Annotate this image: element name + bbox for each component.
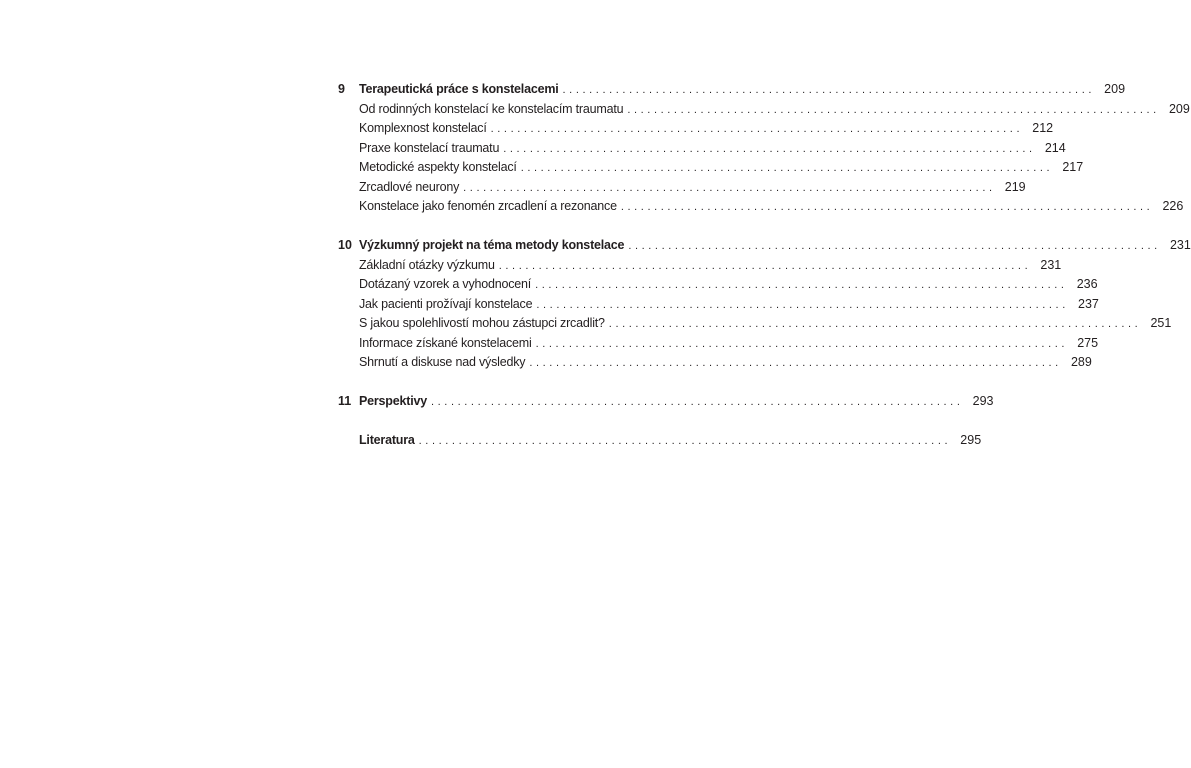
dot-leader: ................................................................................ xyxy=(535,279,1068,291)
page-number: 293 xyxy=(972,394,994,408)
table-of-contents xyxy=(336,80,1191,470)
dot-leader: ................................................................................ xyxy=(463,181,996,194)
toc-chapter-10 xyxy=(336,236,1191,373)
dot-leader: ................................................................................ xyxy=(503,142,1036,155)
chapter-number: 11 xyxy=(338,394,352,408)
toc-section-row xyxy=(336,353,1092,373)
dot-leader: ................................................................................ xyxy=(627,103,1160,116)
section-title: Konstelace jako fenomén zrcadlení a rezonance xyxy=(359,199,617,213)
toc-section-row xyxy=(336,100,1190,120)
dot-leader: ................................................................................ xyxy=(418,435,952,447)
dot-leader: ................................................................................ xyxy=(520,162,1054,174)
chapter-number: 9 xyxy=(338,82,345,96)
section-title: Od rodinných konstelací ke konstelacím traumatu xyxy=(359,101,624,116)
toc-chapter-heading xyxy=(336,236,1191,256)
section-title: Dotázaný vzorek a vyhodnocení xyxy=(359,277,532,291)
page-number: 251 xyxy=(1150,316,1172,330)
toc-section-row xyxy=(336,256,1062,276)
dot-leader: ................................................................................ xyxy=(529,357,1062,369)
dot-leader: ................................................................................ xyxy=(536,298,1069,311)
chapter-title: Výzkumný projekt na téma metody konstelace xyxy=(359,238,625,252)
section-title: Základní otázky výzkumu xyxy=(359,257,495,272)
chapter-title: Literatura xyxy=(359,433,415,447)
page-number: 236 xyxy=(1076,277,1098,291)
dot-leader: ................................................................................ xyxy=(628,240,1161,252)
page-number: 209 xyxy=(1168,101,1190,116)
section-title: Zrcadlové neurony xyxy=(359,179,460,194)
section-title: Metodické aspekty konstelací xyxy=(359,160,517,174)
toc-section-row xyxy=(336,295,1099,315)
section-title: Jak pacienti prožívají konstelace xyxy=(359,296,533,311)
toc-section-row xyxy=(336,139,1066,159)
page-number: 209 xyxy=(1104,82,1126,96)
dot-leader: ................................................................................ xyxy=(490,123,1024,135)
section-title: Informace získané konstelacemi xyxy=(359,335,532,350)
dot-leader: ................................................................................ xyxy=(498,259,1032,272)
dot-leader: ................................................................................ xyxy=(608,318,1142,330)
page-number: 231 xyxy=(1040,257,1062,272)
page-number: 275 xyxy=(1077,335,1099,350)
toc-chapter-heading xyxy=(336,431,982,451)
page-number: 226 xyxy=(1162,199,1184,213)
toc-section-row xyxy=(336,158,1084,178)
chapter-title: Terapeutická práce s konstelacemi xyxy=(359,82,559,96)
page-number: 219 xyxy=(1004,179,1026,194)
dot-leader: ................................................................................ xyxy=(535,337,1069,350)
page-number: 231 xyxy=(1169,238,1191,252)
page-number: 217 xyxy=(1062,160,1084,174)
section-title: Shrnutí a diskuse nad výsledky xyxy=(359,355,526,369)
toc-section-row xyxy=(336,119,1054,139)
page-number: 212 xyxy=(1032,121,1054,135)
toc-section-row xyxy=(336,334,1099,354)
page-number: 295 xyxy=(960,433,982,447)
toc-section-row xyxy=(336,178,1026,198)
dot-leader: ................................................................................ xyxy=(620,201,1154,213)
toc-chapter-heading xyxy=(336,80,1126,100)
dot-leader: ................................................................................ xyxy=(562,84,1096,96)
page-number: 289 xyxy=(1070,355,1092,369)
toc-chapter-11 xyxy=(336,392,994,412)
dot-leader: ................................................................................ xyxy=(430,396,964,408)
chapter-number: 10 xyxy=(338,238,352,252)
section-title: Praxe konstelací traumatu xyxy=(359,140,500,155)
chapter-title: Perspektivy xyxy=(359,394,427,408)
section-title: S jakou spolehlivostí mohou zástupci zrcadlit? xyxy=(359,316,605,330)
section-title: Komplexnost konstelací xyxy=(359,121,487,135)
toc-chapter-9 xyxy=(336,80,1190,217)
toc-section-row xyxy=(336,275,1098,295)
toc-section-row xyxy=(336,197,1184,217)
toc-chapter-heading xyxy=(336,392,994,412)
page-number: 237 xyxy=(1078,296,1099,311)
toc-literature xyxy=(336,431,982,451)
toc-section-row xyxy=(336,314,1172,334)
page-number: 214 xyxy=(1044,140,1066,155)
